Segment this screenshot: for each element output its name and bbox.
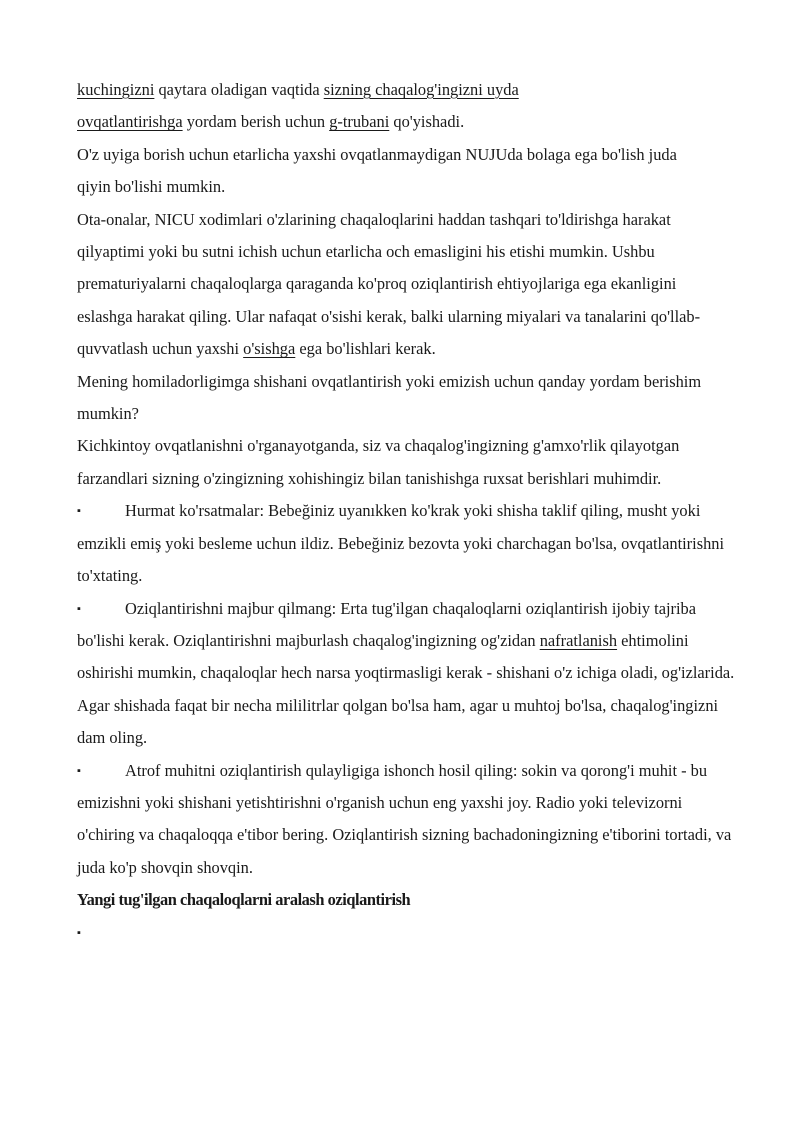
bullet-item-dont-force	[77, 593, 739, 755]
bullet-marker: ▪	[77, 764, 81, 777]
bullet-text: ehtimolini oshirishi mumkin, chaqaloqlar hech narsa yoqtirmasligi kerak - shishani o'z ichiga oladi, og'izlarida. Agar shishada faqat bir necha mililitrlar qolgan bo'lsa ham, agar u muhtoj bo'lsa, chaqalog'ingizni dam oling.	[77, 630, 735, 748]
bullet-text: Hurmat ko'rsatmalar: Bebeğiniz uyanıkken ko'krak yoki shisha taklif qiling, musht yoki emzikli emiş yoki besleme uchun ildiz. Bebeğiniz bezovta yoki charchagan bo'lsa, ovqatlantirishni to'xtating.	[77, 501, 725, 586]
paragraph-question: Mening homiladorligimga shishani ovqatlantirish yoki emizish uchun qanday yordam berishim mumkin?	[77, 371, 702, 424]
bullet-item-empty	[77, 917, 737, 949]
link-ovqatlantirishga[interactable]: ovqatlantirishga	[77, 112, 183, 132]
link-feeding-at-home[interactable]: sizning chaqalog'ingizni uyda	[323, 80, 519, 99]
text-segment: yordam berish uchun	[182, 112, 330, 132]
link-g-tube[interactable]: g-trubani	[329, 112, 390, 132]
bullet-text: Atrof muhitni oziqlantirish qulayligiga ishonch hosil qiling: sokin va qorong'i muhit - bu emizishni yoki shishani yetishtirishni o'rganish uchun eng yaxshi joy. Radio yoki televizorni o'chiring va chaqaloqqa e'tibor bering. Oziqlantirish sizning bachadoningizning e'tiborini tortadi, va juda ko'p shovqin shovqin.	[77, 760, 732, 877]
text-segment: Ota-onalar, NICU xodimlari o'zlarining chaqaloqlarini haddan tashqari to'ldirishga harakat qilyaptimi yoki bu sutni ichish uchun etarlicha och emasligini his etishi mumkin. Ushbu prematuriyalarni chaqaloqlarga qaraganda ko'proq oziqlantirish ehtiyojlariga ega ekanligini eslashga harakat qiling. Ular nafaqat o'sishi kerak, balki ularning miyalari va tanalarini qo'llab-quvvatlash uchun yaxshi	[77, 209, 701, 359]
paragraph-nicu-difficulty: O'z uyiga borish uchun etarlicha yaxshi ovqatlanmaydigan NUJUda bolaga ega bo'lish juda qiyin bo'lishi mumkin.	[77, 144, 677, 197]
text-segment: qo'yishadi.	[389, 112, 465, 132]
bullet-text: Oziqlantirishni majbur qilmang: Erta tug'ilgan chaqaloqlarni oziqlantirish ijobiy tajriba bo'lishi kerak. Oziqlantirishni majburlash chaqalog'ingizning og'zidan	[77, 598, 697, 650]
document-body	[77, 74, 737, 949]
text-segment: qaytara oladigan vaqtida	[154, 80, 324, 99]
bullet-item-cues	[77, 495, 737, 592]
paragraph-learning-to-eat: Kichkintoy ovqatlanishni o'rganayotganda, siz va chaqalog'ingizning g'amxo'rlik qilayotgan farzandlari sizning o'zingizning xohishingiz bilan tanishishga ruxsat berishlari muhimdir.	[77, 436, 680, 488]
section-heading: Yangi tug'ilgan chaqaloqlarni aralash oziqlantirish	[77, 890, 411, 910]
text-segment: ega bo'lishlari kerak.	[295, 339, 436, 359]
paragraph-gtube	[77, 74, 737, 139]
bullet-marker: ▪	[77, 505, 81, 518]
bullet-marker: ▪	[77, 602, 81, 615]
link-growth[interactable]: o'sishga	[243, 339, 296, 359]
paragraph-parents-feelings	[77, 204, 725, 366]
bullet-marker: ▪	[77, 926, 81, 939]
bullet-item-environment	[77, 755, 739, 885]
link-kuchingizni[interactable]: kuchingizni	[77, 80, 155, 99]
link-aversion[interactable]: nafratlanish	[539, 630, 618, 650]
